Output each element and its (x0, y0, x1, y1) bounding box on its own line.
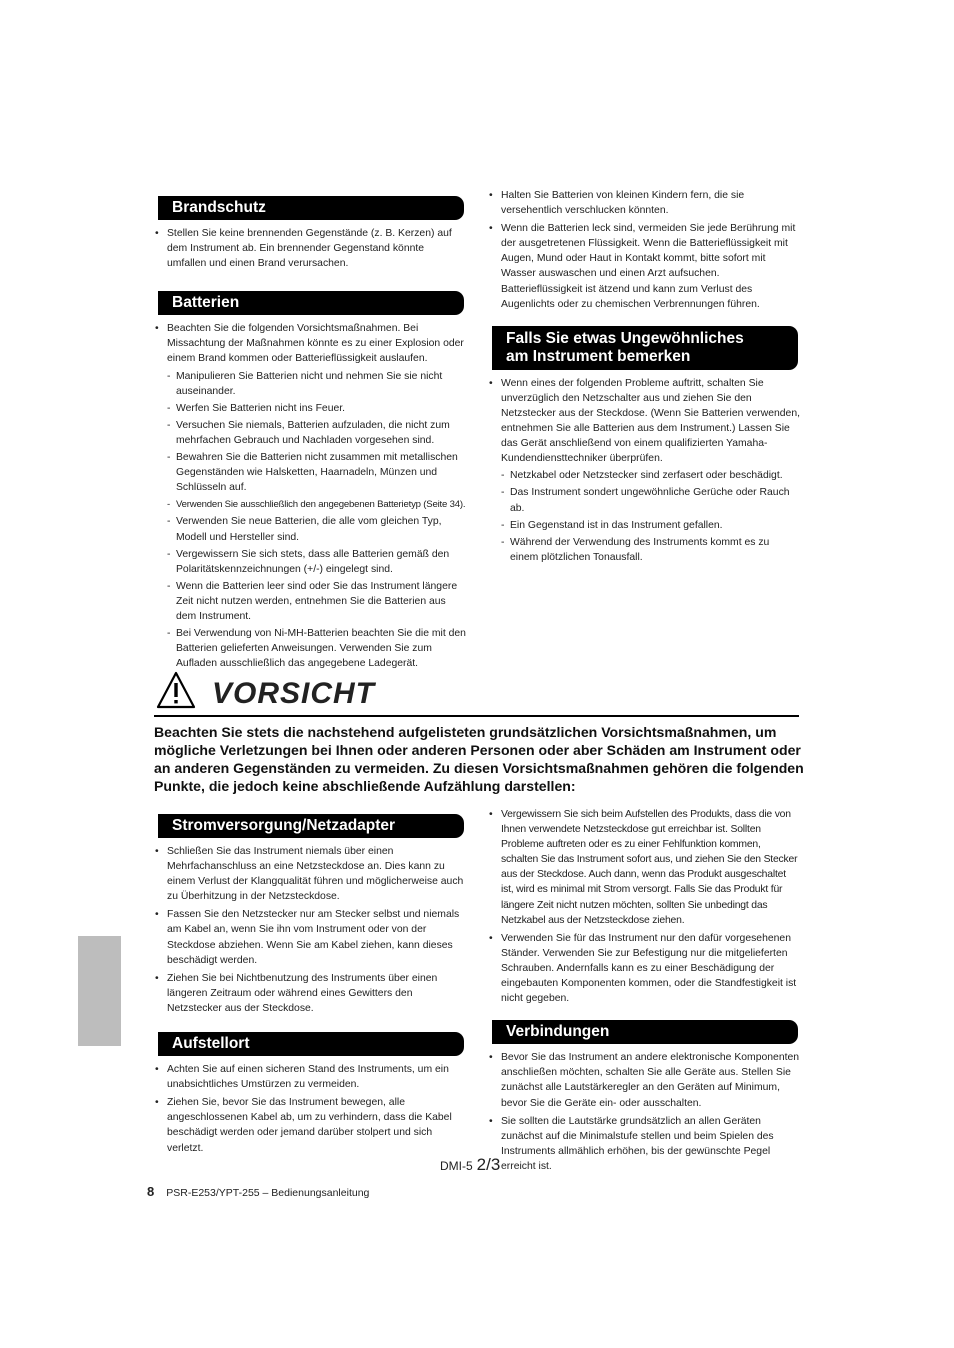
batterien-list (154, 321, 466, 671)
list-item: • Halten Sie Batterien von kleinen Kindern fern, die sie versehentlich verschlucken könnten. (488, 188, 800, 218)
side-tab-marker (78, 936, 121, 1046)
section-header-ungewoehnlich (492, 326, 798, 370)
vorsicht-title: VORSICHT (212, 677, 376, 710)
list-item: • Stellen Sie keine brennenden Gegenstände (z. B. Kerzen) auf dem Instrument ab. Ein brennender Gegenstand könnte umfallen und einen Brand verursachen. (154, 226, 466, 271)
right-column-upper (488, 188, 800, 568)
batterien-intro: Beachten Sie die folgenden Vorsichtsmaßnahmen. Bei Missachtung der Maßnahmen könnte es zu einer Explosion oder einem Brand kommen oder Batterieflüssigkeit auslaufen. (167, 323, 464, 365)
brandschutz-list (154, 226, 466, 271)
header-line: Falls Sie etwas Ungewöhnliches (506, 329, 744, 347)
vorsicht-intro: Beachten Sie stets die nachstehend aufgelisteten grundsätzlichen Vorsichtsmaßnahmen, um mögliche Verletzungen bei Ihnen oder anderen Personen oder aber Schäden am Instrument oder an anderen Gegenständen zu vermeiden. Zu diesen Vorsichtsmaßnahmen gehören die folgenden Punkte, die jedoch keine abschließende Aufzählung darstellen: (154, 724, 804, 794)
sub-item: - Während der Verwendung des Instruments kommt es zu einem plötzlichen Tonausfall. (501, 535, 800, 565)
sub-item: - Ein Gegenstand ist in das Instrument gefallen. (501, 518, 800, 533)
sub-item: - Werfen Sie Batterien nicht ins Feuer. (167, 401, 466, 416)
sub-item: - Wenn die Batterien leer sind oder Sie das Instrument längere Zeit nicht nutzen werden, entnehmen Sie die Batterien aus dem Instrument. (167, 579, 466, 624)
list-item: • Sie sollten die Lautstärke grundsätzlich an allen Geräten zunächst auf die Minimalstufe stellen und beim Spielen des Instruments allmählich erhöhen, bis der gewünschte Pegel erreicht ist. (488, 1114, 800, 1174)
section-header-stromversorgung: Stromversorgung/Netzadapter (158, 814, 464, 838)
ungewoehnlich-intro: Wenn eines der folgenden Probleme auftritt, schalten Sie unverzüglich den Netzschalter aus und ziehen Sie den Netzstecker aus der Steckdose. (Wenn Sie Batterien verwenden, entnehmen Sie alle Batterien aus dem Instrument.) Lassen Sie das Gerät anschließend von einem qualifizierten Yamaha-Kundendiensttechniker überprüfen. (501, 377, 800, 465)
header-line: am Instrument bemerken (506, 347, 691, 365)
sub-item: - Vergewissern Sie sich stets, dass alle Batterien gemäß den Polaritätskennzeichnungen (+/-) eingelegt sind. (167, 547, 466, 577)
list-item: • Vergewissern Sie sich beim Aufstellen des Produkts, dass die von Ihnen verwendete Netzsteckdose gut erreichbar ist. Sollten Probleme auftreten oder es zu einer Fehlfunktion kommen, schalten Sie das Instrument sofort aus, und ziehen Sie den Stecker aus der Steckdose. Auch dann, wenn das Produkt ausgeschaltet ist, wird es minimal mit Strom versorgt. Falls Sie das Produkt für längere Zeit nicht nutzen möchten, sollten Sie unbedingt das Netzkabel aus der Netzsteckdose ziehen. (488, 807, 800, 928)
aufstellort-list (154, 1062, 466, 1156)
dmi-label (440, 1155, 500, 1175)
section-header-aufstellort: Aufstellort (158, 1032, 464, 1056)
left-column-upper (154, 196, 466, 674)
list-item: • Bevor Sie das Instrument an andere elektronische Komponenten anschließen möchten, schalten Sie alle Geräte aus. Stellen Sie zunächst alle Lautstärkeregler an den Geräten auf Minimum, bevor Sie die Geräte ein- oder ausschalten. (488, 1050, 800, 1110)
aufstellort-list-continued (488, 807, 800, 1006)
sub-item: - Bewahren Sie die Batterien nicht zusammen mit metallischen Gegenständen wie Halsketten, Haarnadeln, Münzen und Schlüsseln auf. (167, 450, 466, 495)
warning-triangle-icon (156, 671, 196, 709)
sub-item: - Das Instrument sondert ungewöhnliche Gerüche oder Rauch ab. (501, 485, 800, 515)
ungewoehnlich-list (488, 376, 800, 565)
list-item (488, 376, 800, 565)
section-header-brandschutz: Brandschutz (158, 196, 464, 220)
section-header-batterien: Batterien (158, 291, 464, 315)
list-item: • Fassen Sie den Netzstecker nur am Stecker selbst und niemals am Kabel an, wenn Sie ihn vom Instrument oder von der Steckdose abziehen. Wenn Sie am Kabel ziehen, kann dieses beschädigt werden. (154, 907, 466, 967)
manual-title: PSR-E253/YPT-255 – Bedienungsanleitung (166, 1187, 370, 1199)
list-item: • Wenn die Batterien leck sind, vermeiden Sie jede Berührung mit der ausgetretenen Flüssigkeit. Wenn die Batterieflüssigkeit mit Augen, Mund oder Haut in Kontakt kommt, bitte sofort mit Wasser auswaschen und einen Arzt aufsuchen. Batterieflüssigkeit ist ätzend und kann zum Verlust des Augenlichts oder zu chemischen Verbrennungen führen. (488, 221, 800, 312)
sub-item: - Verwenden Sie ausschließlich den angegebenen Batterietyp (Seite 34). (167, 497, 466, 512)
batterien-list-continued (488, 188, 800, 312)
vorsicht-divider (154, 715, 799, 717)
list-item: • Schließen Sie das Instrument niemals über einen Mehrfachanschluss an eine Netzsteckdose an. Dies kann zu einem Verlust der Klangqualität führen und möglicherweise auch zu Überhitzung in der Netzsteckdose. (154, 844, 466, 904)
list-item: • Ziehen Sie, bevor Sie das Instrument bewegen, alle angeschlossenen Kabel ab, um zu verhindern, dass die Kabel beschädigt werden oder jemand darüber stolpert und sich verletzt. (154, 1095, 466, 1155)
batterien-sublist (167, 369, 466, 672)
sub-item: - Manipulieren Sie Batterien nicht und nehmen Sie sie nicht auseinander. (167, 369, 466, 399)
left-column-lower (154, 814, 466, 1159)
sub-item: - Bei Verwendung von Ni-MH-Batterien beachten Sie die mit den Batterien gelieferten Anweisungen. Verwenden Sie zum Aufladen ausschließlich das angegebene Ladegerät. (167, 626, 466, 671)
strom-list (154, 844, 466, 1016)
list-item (154, 321, 466, 671)
page-footer (147, 1184, 369, 1199)
page-number: 8 (147, 1184, 155, 1199)
ungewoehnlich-sublist (501, 468, 800, 565)
list-item: • Verwenden Sie für das Instrument nur den dafür vorgesehenen Ständer. Verwenden Sie zur Befestigung nur die mitgelieferten Schrauben. Andernfalls kann es zu einer Beschädigung der eingebauten Komponenten kommen, oder die Standfestigkeit ist nicht gegeben. (488, 931, 800, 1006)
dmi-code: DMI-5 (440, 1159, 473, 1173)
dmi-fraction: 2/3 (476, 1155, 501, 1174)
section-header-verbindungen: Verbindungen (492, 1020, 798, 1044)
sub-item: - Verwenden Sie neue Batterien, die alle vom gleichen Typ, Modell und Hersteller sind. (167, 514, 466, 544)
list-item: • Achten Sie auf einen sicheren Stand des Instruments, um ein unabsichtliches Umstürzen zu vermeiden. (154, 1062, 466, 1092)
right-column-lower (488, 807, 800, 1177)
sub-item: - Netzkabel oder Netzstecker sind zerfasert oder beschädigt. (501, 468, 800, 483)
verbindungen-list (488, 1050, 800, 1174)
sub-item: - Versuchen Sie niemals, Batterien aufzuladen, die nicht zum mehrfachen Gebrauch und Nachladen vorgesehen sind. (167, 418, 466, 448)
list-item: • Ziehen Sie bei Nichtbenutzung des Instruments über einen längeren Zeitraum oder während eines Gewitters den Netzstecker aus der Steckdose. (154, 971, 466, 1016)
